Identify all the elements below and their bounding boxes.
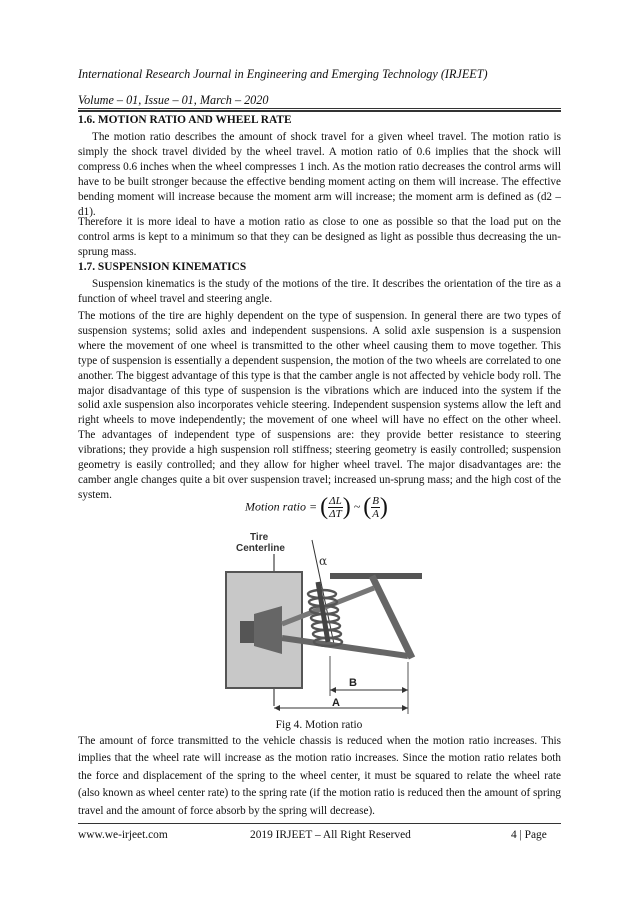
paragraph-wheel-rate: The amount of force transmitted to the vehicle chassis is reduced when the motion ratio increases. This implies that the wheel rate will increase as the motion ratio increases. Since the motion ratio relates both the force and displacement of the spring to the wheel center, it must be squared to relate the wheel rate (also known as wheel center rate) to the spring rate (if the motion ratio is reduced then the amount of spring travel and the amount of force absorb by the spring will decrease). — [78, 735, 561, 817]
fraction-ba — [371, 495, 380, 520]
figure-label-alpha: α — [319, 554, 328, 568]
chassis-diagonal — [372, 576, 412, 658]
footer-website[interactable]: www.we-irjeet.com — [78, 829, 168, 841]
paragraph-kinematics-2: The motions of the tire are highly dependent on the type of suspension. In general there are two types of suspension systems; solid axles and independent suspensions. A solid axle suspension is a suspension where the movement of one wheel is transmitted to the other wheel causing them to move together. This type of suspension is essentially a dependent suspension, the motion of the two wheels are correlated to one another. The biggest advantage of this type is that the camber angle is not affected by vehicle body roll. The major disadvantage of this type of suspension is the vibrations which are induced into the system if the solid axle suspension also incorporates vehicle steering. Independent suspension systems allow the left and right wheels to move independently; the movement of one wheel will have no effect on the other wheel. The advantages of independent type of suspensions are: they provide better resistance to steering vibrations; they provide a high suspension roll stiffness; steering geometry is easily controlled; suspension geometry is easily controlled; and they allow for higher wheel travel. The major disadvantages are: the camber angle changes quite a bit over suspension travel; increased un-sprung mass; and the high cost of the system. — [78, 310, 561, 501]
fraction-delta — [328, 495, 343, 520]
figure-label-centerline: Centerline — [236, 543, 285, 554]
formula-approx: ~ — [353, 499, 361, 514]
formula-lhs: Motion ratio = — [245, 499, 318, 514]
paragraph-motion-ratio-1: The motion ratio describes the amount of shock travel for a given wheel travel. The motion ratio is simply the shock travel divided by the wheel travel. A motion ratio of 0.6 implies that the shock will compress 0.6 inches when the wheel compresses 1 inch. As the motion ratio decreases the control arms will have to be built stronger because the effective bending moment acting on them will increase. The effective bending moment will increase because the moment arm will increase; the moment arm is defined as (d2 – d1). — [78, 131, 561, 218]
motion-ratio-formula: Motion ratio = ( $\frac{\Delta L}{\Delta T}$ ) ~ ( $\frac{B}{A}$ ) — [245, 494, 388, 520]
journal-title: International Research Journal in Engineering and Emerging Technology (IRJEET) — [78, 67, 488, 81]
figure-caption: Fig 4. Motion ratio — [275, 719, 363, 731]
header-rule-bottom — [78, 110, 561, 112]
fraction-ba-numerator: B — [372, 495, 379, 507]
upright — [254, 606, 282, 654]
header-rule-top — [78, 108, 561, 109]
fraction-delta-denominator: ΔT — [329, 508, 342, 520]
paragraph-kinematics-1: Suspension kinematics is the study of the motions of the tire. It describes the orientation of the tire as a function of wheel travel and steering angle. — [78, 278, 561, 305]
figure-label-tire: Tire — [250, 532, 269, 543]
hub — [240, 621, 254, 643]
footer-copyright: 2019 IRJEET – All Right Reserved — [250, 829, 411, 841]
footer-page-number: 4 | Page — [511, 829, 547, 841]
fraction-ba-denominator: A — [372, 508, 379, 520]
paragraph-motion-ratio-2: Therefore it is more ideal to have a motion ratio as close to one as possible so that the load put on the control arms is kept to a minimum so that they can be designed as light as possible thus decreasing the un-sprung mass. — [78, 216, 561, 258]
footer-rule — [78, 823, 561, 824]
figure-label-b: B — [349, 677, 357, 689]
figure-label-a: A — [332, 697, 340, 709]
section-heading-suspension-kinematics: 1.7. SUSPENSION KINEMATICS — [78, 261, 247, 273]
section-heading-motion-ratio: 1.6. MOTION RATIO AND WHEEL RATE — [78, 114, 292, 126]
volume-info: Volume – 01, Issue – 01, March – 2020 — [78, 93, 269, 107]
fraction-delta-numerator: ΔL — [329, 495, 342, 507]
motion-ratio-figure — [222, 526, 422, 716]
